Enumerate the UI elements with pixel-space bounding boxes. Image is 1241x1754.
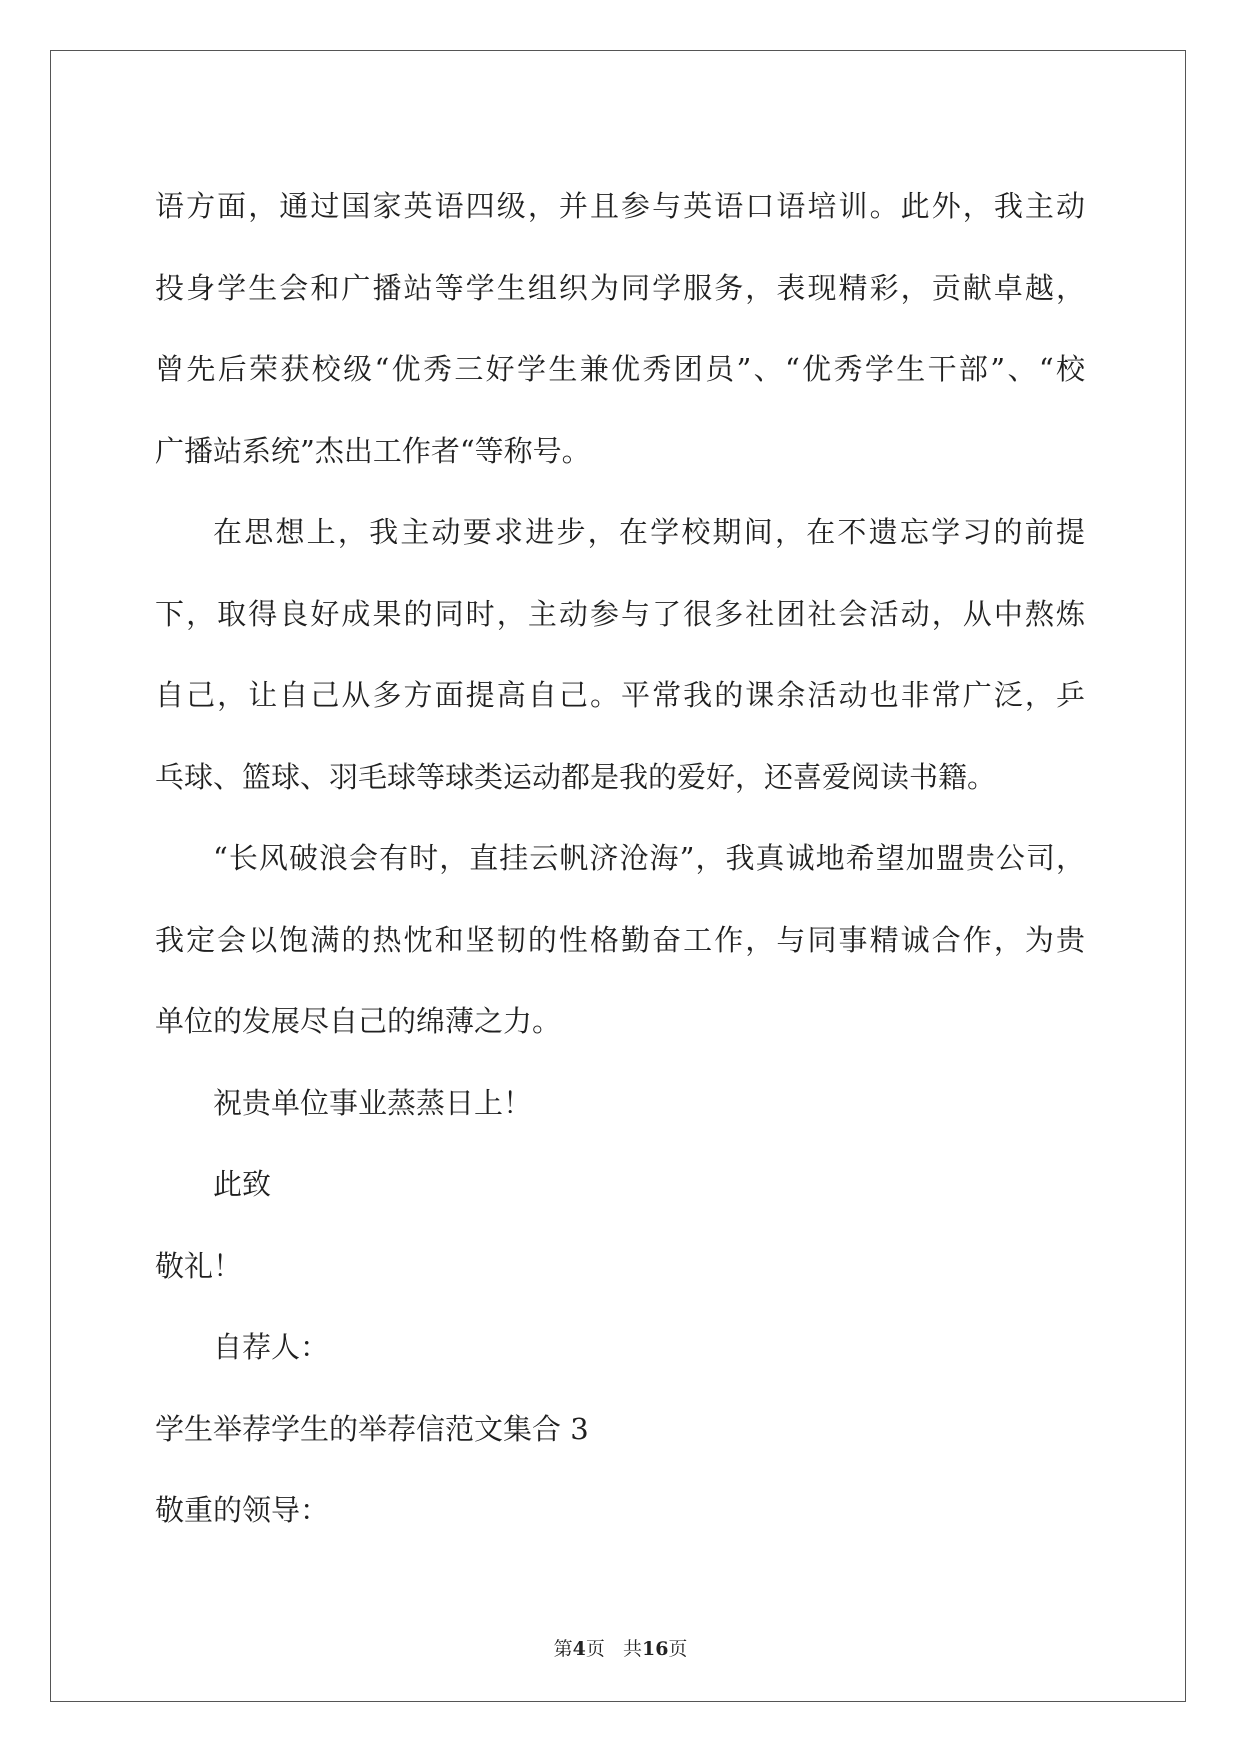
footer-total-prefix: 共 [622, 1638, 642, 1660]
text-line: 曾先后荣获校级“优秀三好学生兼优秀团员”、“优秀学生干部”、“校 [155, 352, 1085, 386]
total-pages-number: 16 [641, 1638, 669, 1660]
footer-prefix: 第 [553, 1638, 573, 1660]
text-line: 我定会以饱满的热忱和坚韧的性格勤奋工作，与同事精诚合作，为贵 [155, 922, 1085, 957]
footer-total-suffix: 页 [668, 1638, 688, 1660]
text-line: 广播站系统”杰出工作者“等称号。 [155, 433, 591, 468]
current-page-number: 4 [572, 1638, 586, 1660]
text-line: 下，取得良好成果的同时，主动参与了很多社团社会活动，从中熬炼 [155, 596, 1085, 631]
text-line: 祝贵单位事业蒸蒸日上！ [213, 1085, 533, 1120]
text-line: 敬礼！ [155, 1248, 243, 1283]
text-line: 自荐人： [213, 1330, 330, 1364]
text-line: 单位的发展尽自己的绵薄之力。 [155, 1004, 562, 1038]
footer-page-suffix: 页 [585, 1638, 605, 1660]
text-line: 学生举荐学生的举荐信范文集合 3 [155, 1411, 589, 1446]
text-line: 语方面，通过国家英语四级，并且参与英语口语培训。此外，我主动 [155, 189, 1085, 223]
page-footer [0, 1634, 1241, 1661]
text-line: 投身学生会和广播站等学生组织为同学服务，表现精彩，贡献卓越， [155, 270, 1085, 305]
text-line: 乓球、篮球、羽毛球等球类运动都是我的爱好，还喜爱阅读书籍。 [155, 759, 997, 794]
document-body [155, 166, 1085, 1552]
text-line: 此致 [213, 1167, 272, 1201]
text-line: “长风破浪会有时，直挂云帆济沧海”，我真诚地希望加盟贵公司， [213, 841, 1085, 875]
text-line: 在思想上，我主动要求进步，在学校期间，在不遗忘学习的前提 [213, 515, 1085, 549]
text-line: 敬重的领导： [155, 1493, 330, 1527]
text-line: 自己，让自己从多方面提高自己。平常我的课余活动也非常广泛，乒 [155, 678, 1085, 712]
